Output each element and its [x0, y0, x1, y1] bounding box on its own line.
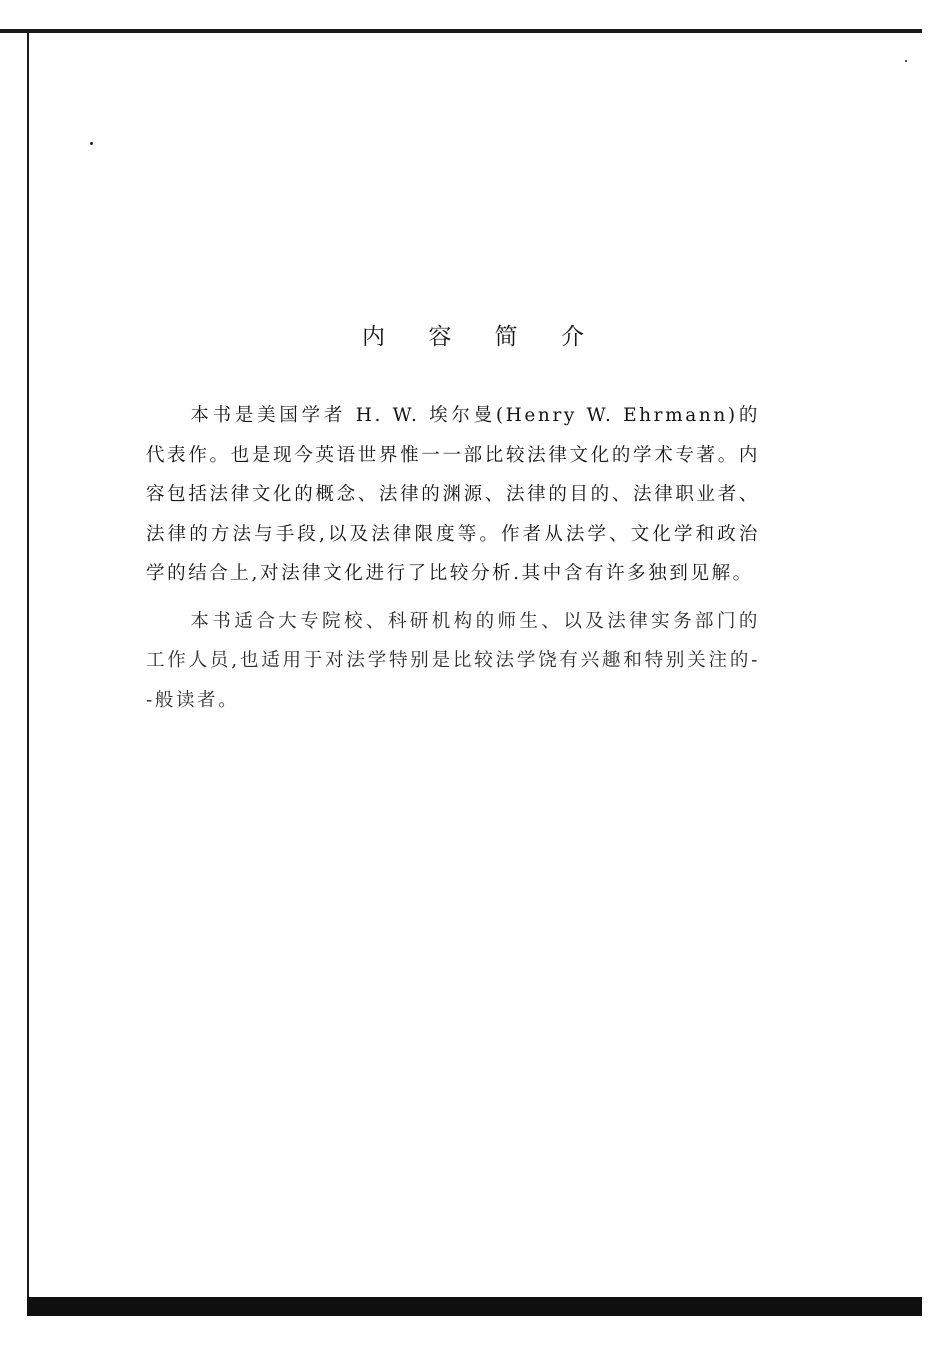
summary-body [146, 396, 760, 720]
page-bottom-border [27, 1297, 922, 1316]
summary-paragraph-1: 本书是美国学者 H. W. 埃尔曼(Henry W. Ehrmann)的代表作。也是现今英语世界惟一一部比较法律文化的学术专著。内容包括法律文化的概念、法律的渊源、法律的目的、法律职业者、法律的方法与手段,以及法律限度等。作者从法学、文化学和政治学的结合上,对法律文化进行了比较分析.其中含有许多独到见解。 [146, 405, 760, 584]
scan-speck [90, 142, 93, 145]
scan-speck [905, 60, 907, 62]
summary-paragraph-2: 本书适合大专院校、科研机构的师生、以及法律实务部门的工作人员,也适用于对法学特别是比较法学饶有兴趣和特别关注的--般读者。 [146, 610, 760, 711]
page-title: 内 容 简 介 [362, 324, 602, 350]
